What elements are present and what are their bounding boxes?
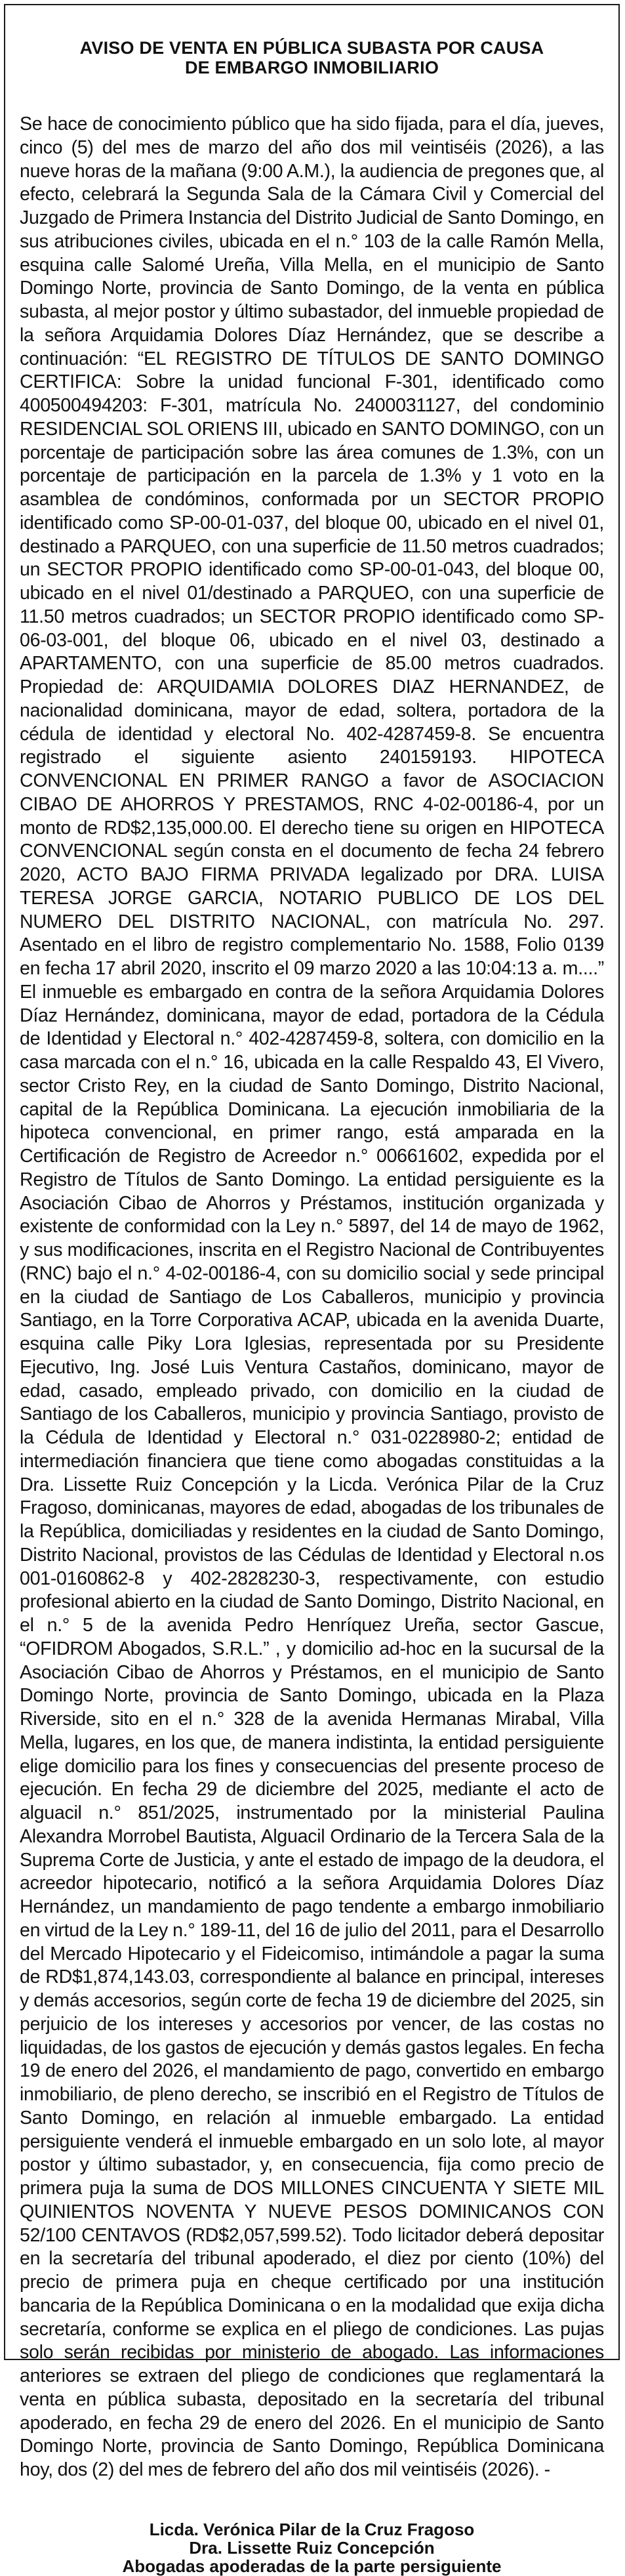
signature-block	[20, 2520, 604, 2575]
notice-title	[20, 38, 604, 77]
signature-line-2: Dra. Lissette Ruiz Concepción	[189, 2537, 435, 2558]
legal-notice-content	[20, 38, 604, 2576]
signature-line-1: Licda. Verónica Pilar de la Cruz Fragoso	[149, 2519, 475, 2539]
legal-notice-frame	[4, 4, 620, 2576]
notice-title-line-2: DE EMBARGO INMOBILIARIO	[184, 58, 439, 77]
signature-line-3: Abogadas apoderadas de la parte persiguiente	[122, 2556, 502, 2576]
notice-title-line-1: AVISO DE VENTA EN PÚBLICA SUBASTA POR CAUSA	[79, 38, 544, 58]
notice-body-text: Se hace de conocimiento público que ha sido fijada, para el día, jueves, cinco (5) del mes de marzo del año dos mil veintiséis (2026), a las nueve horas de la mañana (9:00 A.M.), la audiencia de pregones que, al efecto, celebrará la Segunda Sala de la Cámara Civil y Comercial del Juzgado de Primera Instancia del Distrito Judicial de Santo Domingo, en sus atribuciones civiles, ubicada en el n.° 103 de la calle Ramón Mella, esquina calle Salomé Ureña, Villa Mella, en el municipio de Santo Domingo Norte, provincia de Santo Domingo, de la venta en pública subasta, al mejor postor y último subastador, del inmueble propiedad de la señora Arquidamia Dolores Díaz Hernández, que se describe a continuación: “EL REGISTRO DE TÍTULOS DE SANTO DOMINGO CERTIFICA: Sobre la unidad funcional F-301, identificado como 400500494203: F-301, matrícula No. 2400031127, del condominio RESIDENCIAL SOL ORIENS III, ubicado en SANTO DOMINGO, con un porcentaje de participación sobre las área comunes de 1.3%, con un porcentaje de participación en la parcela de 1.3% y 1 voto en la asamblea de condóminos, conformada por un SECTOR PROPIO identificado como SP-00-01-037, del bloque 00, ubicado en el nivel 01, destinado a PARQUEO, con una superficie de 11.50 metros cuadrados; un SECTOR PROPIO identificado como SP-00-01-043, del bloque 00, ubicado en el nivel 01/destinado a PARQUEO, con una superficie de 11.50 metros cuadrados; un SECTOR PROPIO identificado como SP-06-03-001, del bloque 06, ubicado en el nivel 03, destinado a APARTAMENTO, con una superficie de 85.00 metros cuadrados. Propiedad de: ARQUIDAMIA DOLORES DIAZ HERNANDEZ, de nacionalidad dominicana, mayor de edad, soltera, portadora de la cédula de identidad y electoral No. 402-4287459-8. Se encuentra registrado el siguiente asiento 240159193. HIPOTECA CONVENCIONAL EN PRIMER RANGO a favor de ASOCIACION CIBAO DE AHORROS Y PRESTAMOS, RNC 4-02-00186-4, por un monto de RD$2,135,000.00. El derecho tiene su origen en HIPOTECA CONVENCIONAL según consta en el documento de fecha 24 febrero 2020, ACTO BAJO FIRMA PRIVADA legalizado por DRA. LUISA TERESA JORGE GARCIA, NOTARIO PUBLICO DE LOS DEL NUMERO DEL DISTRITO NACIONAL, con matrícula No. 297. Asentado en el libro de registro complementario No. 1588, Folio 0139 en fecha 17 abril 2020, inscrito el 09 marzo 2020 a las 10:04:13 a. m....” El inmueble es embargado en contra de la señora Arquidamia Dolores Díaz Hernández, dominicana, mayor de edad, portadora de la Cédula de Identidad y Electoral n.° 402-4287459-8, soltera, con domicilio en la casa marcada con el n.° 16, ubicada en la calle Respaldo 43, El Vivero, sector Cristo Rey, en la ciudad de Santo Domingo, Distrito Nacional, capital de la República Dominicana. La ejecución inmobiliaria de la hipoteca convencional, en primer rango, está amparada en la Certificación de Registro de Acreedor n.° 00661602, expedida por el Registro de Títulos de Santo Domingo. La entidad persiguiente es la Asociación Cibao de Ahorros y Préstamos, institución organizada y existente de conformidad con la Ley n.° 5897, del 14 de mayo de 1962, y sus modificaciones, inscrita en el Registro Nacional de Contribuyentes (RNC) bajo el n.° 4-02-00186-4, con su domicilio social y sede principal en la ciudad de Santiago de Los Caballeros, municipio y provincia Santiago, en la Torre Corporativa ACAP, ubicada en la avenida Duarte, esquina calle Piky Lora Iglesias, representada por su Presidente Ejecutivo, Ing. José Luis Ventura Castaños, dominicano, mayor de edad, casado, empleado privado, con domicilio en la ciudad de Santiago de los Caballeros, municipio y provincia Santiago, provisto de la Cédula de Identidad y Electoral n.° 031-0228980-2; entidad de intermediación financiera que tiene como abogadas constituidas a la Dra. Lissette Ruiz Concepción y la Licda. Verónica Pilar de la Cruz Fragoso, dominicanas, mayores de edad, abogadas de los tribunales de la República, domiciliadas y residentes en la ciudad de Santo Domingo, Distrito Nacional, provistos de las Cédulas de Identidad y Electoral n.os 001-0160862-8 y 402-2828230-3, respectivamente, con estudio profesional abierto en la ciudad de Santo Domingo, Distrito Nacional, en el n.° 5 de la avenida Pedro Henríquez Ureña, sector Gascue, “OFIDROM Abogados, S.R.L.” , y domicilio ad-hoc en la sucursal de la Asociación Cibao de Ahorros y Préstamos, en el municipio de Santo Domingo Norte, provincia de Santo Domingo, ubicada en la Plaza Riverside, sito en el n.° 328 de la avenida Hermanas Mirabal, Villa Mella, lugares, en los que, de manera indistinta, la entidad persiguiente elige domicilio para los fines y consecuencias del presente proceso de ejecución. En fecha 29 de diciembre del 2025, mediante el acto de alguacil n.° 851/2025, instrumentado por la ministerial Paulina Alexandra Morrobel Bautista, Alguacil Ordinario de la Tercera Sala de la Suprema Corte de Justicia, y ante el estado de impago de la deudora, el acreedor hipotecario, notificó a la señora Arquidamia Dolores Díaz Hernández, un mandamiento de pago tendente a embargo inmobiliario en virtud de la Ley n.° 189-11, del 16 de julio del 2011, para el Desarrollo del Mercado Hipotecario y el Fideicomiso, intimándole a pagar la suma de RD$1,874,143.03, correspondiente al balance en principal, intereses y demás accesorios, según corte de fecha 19 de diciembre del 2025, sin perjuicio de los intereses y accesorios por vencer, de las costas no liquidadas, de los gastos de ejecución y demás gastos legales. En fecha 19 de enero del 2026, el mandamiento de pago, convertido en embargo inmobiliario, de pleno derecho, se inscribió en el Registro de Títulos de Santo Domingo, en relación al inmueble embargado. La entidad persiguiente venderá el inmueble embargado en un solo lote, al mayor postor y último subastador, y, en consecuencia, fija como precio de primera puja la suma de DOS MILLONES CINCUENTA Y SIETE MIL QUINIENTOS NOVENTA Y NUEVE PESOS DOMINICANOS CON 52/100 CENTAVOS (RD$2,057,599.52). Todo licitador deberá depositar en la secretaría del tribunal apoderado, el diez por ciento (10%) del precio de primera puja en cheque certificado por una institución bancaria de la República Dominicana o en la modalidad que exija dicha secretaría, conforme se explica en el pliego de condiciones. Las pujas solo serán recibidas por ministerio de abogado. Las informaciones anteriores se extraen del pliego de condiciones que reglamentará la venta en pública subasta, depositado en la secretaría del tribunal apoderado, en fecha 29 de enero del 2026. En el municipio de Santo Domingo Norte, provincia de Santo Domingo, República Dominicana hoy, dos (2) del mes de febrero del año dos mil veintiséis (2026). -	[20, 114, 604, 2480]
